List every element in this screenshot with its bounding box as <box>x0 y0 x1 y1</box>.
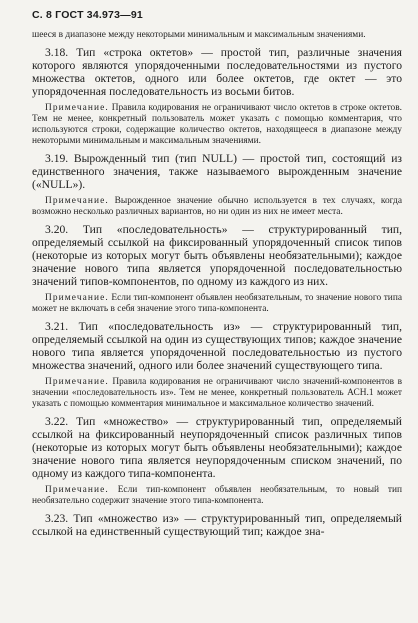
page-header: С. 8 ГОСТ 34.973—91 <box>32 9 143 21</box>
note-label: Примечание. <box>45 196 109 206</box>
paragraph-text: 3.19. Вырожденный тип (тип NULL) — простой тип, состоящий из единственного значения, также называемого вырожденным значение («NULL»). <box>32 152 402 191</box>
paragraph-text: 3.23. Тип «множество из» — структурированный тип, определяемый ссылкой на единственный существующий тип; каждое зна- <box>32 512 402 538</box>
note-label: Примечание. <box>45 377 109 387</box>
body-paragraph <box>32 415 402 480</box>
note-text: Правила кодирования не ограничивают число значений-компонентов в значении «последовательность из». Тем не менее, конкретный пользователь АСН.1 может указать с помощью комментария минимальное и максимальное количество значений. <box>32 377 402 409</box>
note-label: Примечание. <box>45 293 109 303</box>
note-paragraph <box>32 293 402 315</box>
note-text: Правила кодирования не ограничивают число октетов в строке октетов. Тем не менее, конкретный пользователь может указать с помощью комментария, что используются строки, содержащие количество октетов, находящееся в диапазоне между некоторыми минимальным и максимальным значениями. <box>32 103 402 146</box>
note-paragraph <box>32 30 402 41</box>
note-paragraph <box>32 485 402 507</box>
note-label: Примечание. <box>45 485 109 495</box>
body-paragraph <box>32 320 402 372</box>
paragraph-text: 3.20. Тип «последовательность» — структурированный тип, определяемый ссылкой на фиксированный упорядоченный список типов (некоторые из которых могут быть объявлены необязательными); каждое значение нового типа является упорядоченной последовательностью значений типов-компонентов, по одному из каждого из них. <box>32 223 402 288</box>
paragraph-text: 3.21. Тип «последовательность из» — структурированный тип, определяемый ссылкой на один из существующих типов; каждое значение нового типа является упорядоченной последовательностью из пустого множества значений, одного или более значений существующего типа. <box>32 320 402 372</box>
note-text: Если тип-компонент объявлен необязательным, то значение нового типа может не включать в себя значение этого типа-компонента. <box>32 293 402 314</box>
note-paragraph <box>32 377 402 410</box>
paragraph-text: 3.18. Тип «строка октетов» — простой тип, различные значения которого являются упорядоченными последовательностями из пустого множества октетов, одного или более октетов, где октет — это упорядоченная последовательность из восьми битов. <box>32 46 402 98</box>
note-paragraph <box>32 196 402 218</box>
page-content <box>32 30 402 538</box>
body-paragraph <box>32 512 402 538</box>
body-paragraph <box>32 152 402 191</box>
note-text: шееся в диапазоне между некоторыми минимальным и максимальным значениями. <box>32 30 366 40</box>
note-text: Если тип-компонент объявлен необязательным, то новый тип необязательно содержит значение этого типа-компонента. <box>32 485 402 506</box>
paragraph-text: 3.22. Тип «множество» — структурированный тип, определяемый ссылкой на фиксированный неупорядоченный список различных типов (некоторые из которых могут быть объявлены необязательными); каждое значение нового типа является неупорядоченным списком значений, по одному из каждого типа-компонента. <box>32 415 402 480</box>
body-paragraph <box>32 46 402 98</box>
note-text: Вырожденное значение обычно используется в тех случаях, когда возможно несколько различных вариантов, но ни один из них не имеет места. <box>32 196 402 217</box>
body-paragraph <box>32 223 402 288</box>
note-paragraph <box>32 103 402 147</box>
note-label: Примечание. <box>45 103 109 113</box>
